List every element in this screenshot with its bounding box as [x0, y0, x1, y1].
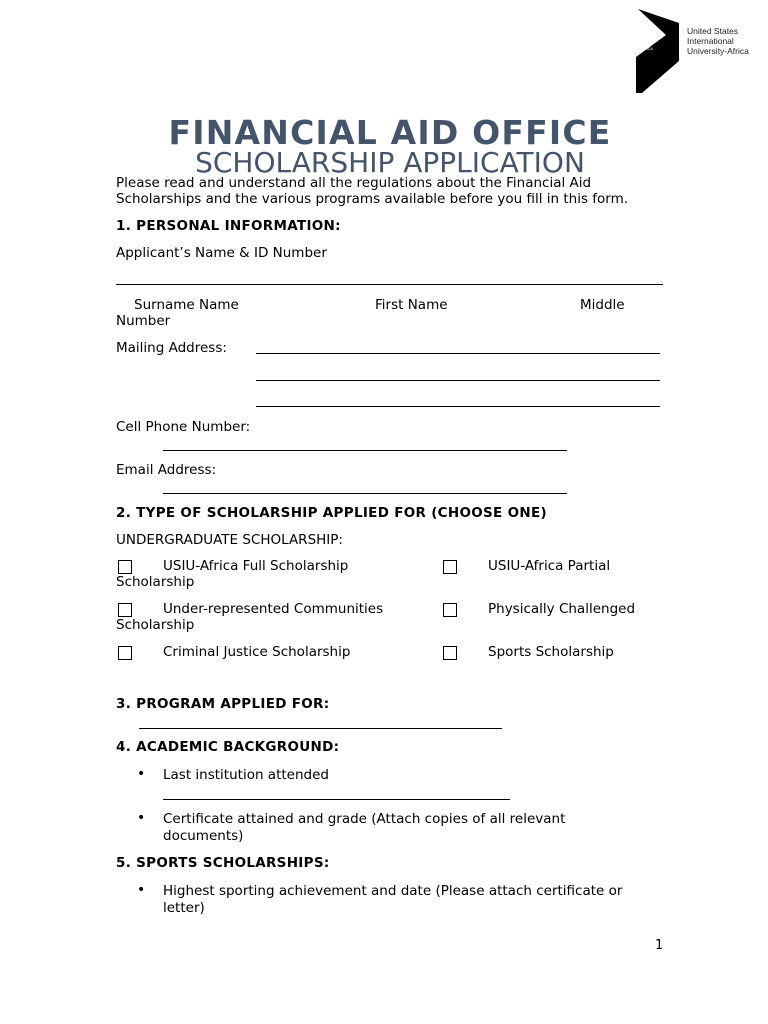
cell-phone-field[interactable] — [163, 450, 567, 451]
university-name — [687, 26, 749, 56]
sports-scholarship-label: Sports Scholarship — [488, 644, 614, 660]
section-2-heading: 2. TYPE OF SCHOLARSHIP APPLIED FOR (CHOOSE ONE) — [116, 505, 547, 521]
bullet-icon: • — [137, 766, 146, 782]
full-scholarship-label-cont: Scholarship — [116, 574, 195, 590]
full-scholarship-checkbox[interactable] — [118, 560, 132, 574]
physically-challenged-label: Physically Challenged — [488, 601, 636, 617]
underrepresented-label: Under-represented Communities — [163, 601, 384, 617]
usiu-logo-icon — [636, 9, 686, 93]
applicant-name-label: Applicant’s Name & ID Number — [116, 245, 327, 261]
university-name-line: United States — [687, 26, 739, 36]
sporting-achievement-label: Highest sporting achievement and date (Please attach certificate or — [163, 883, 623, 899]
section-3-heading: 3. PROGRAM APPLIED FOR: — [116, 696, 330, 712]
university-name-line: International — [687, 36, 734, 46]
middle-caption: Middle — [580, 297, 625, 313]
surname-caption: Surname Name — [134, 297, 239, 313]
certificate-label-cont: documents) — [163, 828, 244, 844]
full-scholarship-label: USIU-Africa Full Scholarship — [163, 558, 349, 574]
page-number: 1 — [655, 938, 664, 953]
number-caption: Number — [116, 313, 171, 329]
email-label: Email Address: — [116, 462, 217, 478]
sports-scholarship-checkbox[interactable] — [443, 646, 457, 660]
last-institution-label: Last institution attended — [163, 767, 329, 783]
cell-phone-label: Cell Phone Number: — [116, 419, 251, 435]
bullet-icon: • — [137, 810, 146, 826]
last-institution-field[interactable] — [163, 799, 510, 800]
criminal-justice-label: Criminal Justice Scholarship — [163, 644, 351, 660]
partial-scholarship-label: USIU-Africa Partial — [488, 558, 611, 574]
underrepresented-checkbox[interactable] — [118, 603, 132, 617]
program-applied-field[interactable] — [139, 728, 502, 729]
intro-text-line-2: Scholarships and the various programs available before you fill in this form. — [116, 191, 629, 207]
logo-mark-text: USIU — [638, 38, 654, 45]
first-name-caption: First Name — [375, 297, 448, 313]
sporting-achievement-label-cont: letter) — [163, 900, 205, 916]
page-title: FINANCIAL AID OFFICE — [168, 113, 612, 152]
section-1-heading: 1. PERSONAL INFORMATION: — [116, 218, 341, 234]
partial-scholarship-checkbox[interactable] — [443, 560, 457, 574]
underrepresented-label-cont: Scholarship — [116, 617, 195, 633]
section-5-heading: 5. SPORTS SCHOLARSHIPS: — [116, 855, 330, 871]
page-subtitle: SCHOLARSHIP APPLICATION — [195, 146, 585, 179]
university-logo — [636, 9, 761, 93]
criminal-justice-checkbox[interactable] — [118, 646, 132, 660]
physically-challenged-checkbox[interactable] — [443, 603, 457, 617]
mailing-address-label: Mailing Address: — [116, 340, 227, 356]
university-name-line: University-Africa — [687, 46, 749, 56]
mailing-address-field-2[interactable] — [256, 380, 660, 381]
intro-text-line-1: Please read and understand all the regulations about the Financial Aid — [116, 175, 592, 191]
bullet-icon: • — [137, 882, 146, 898]
undergraduate-label: UNDERGRADUATE SCHOLARSHIP: — [116, 532, 343, 548]
email-field[interactable] — [163, 493, 567, 494]
section-4-heading: 4. ACADEMIC BACKGROUND: — [116, 739, 340, 755]
certificate-label: Certificate attained and grade (Attach copies of all relevant — [163, 811, 566, 827]
applicant-name-field[interactable] — [116, 284, 663, 285]
mailing-address-field-1[interactable] — [256, 353, 660, 354]
mailing-address-field-3[interactable] — [256, 406, 660, 407]
logo-mark-subtext: AFRICA — [640, 47, 653, 51]
